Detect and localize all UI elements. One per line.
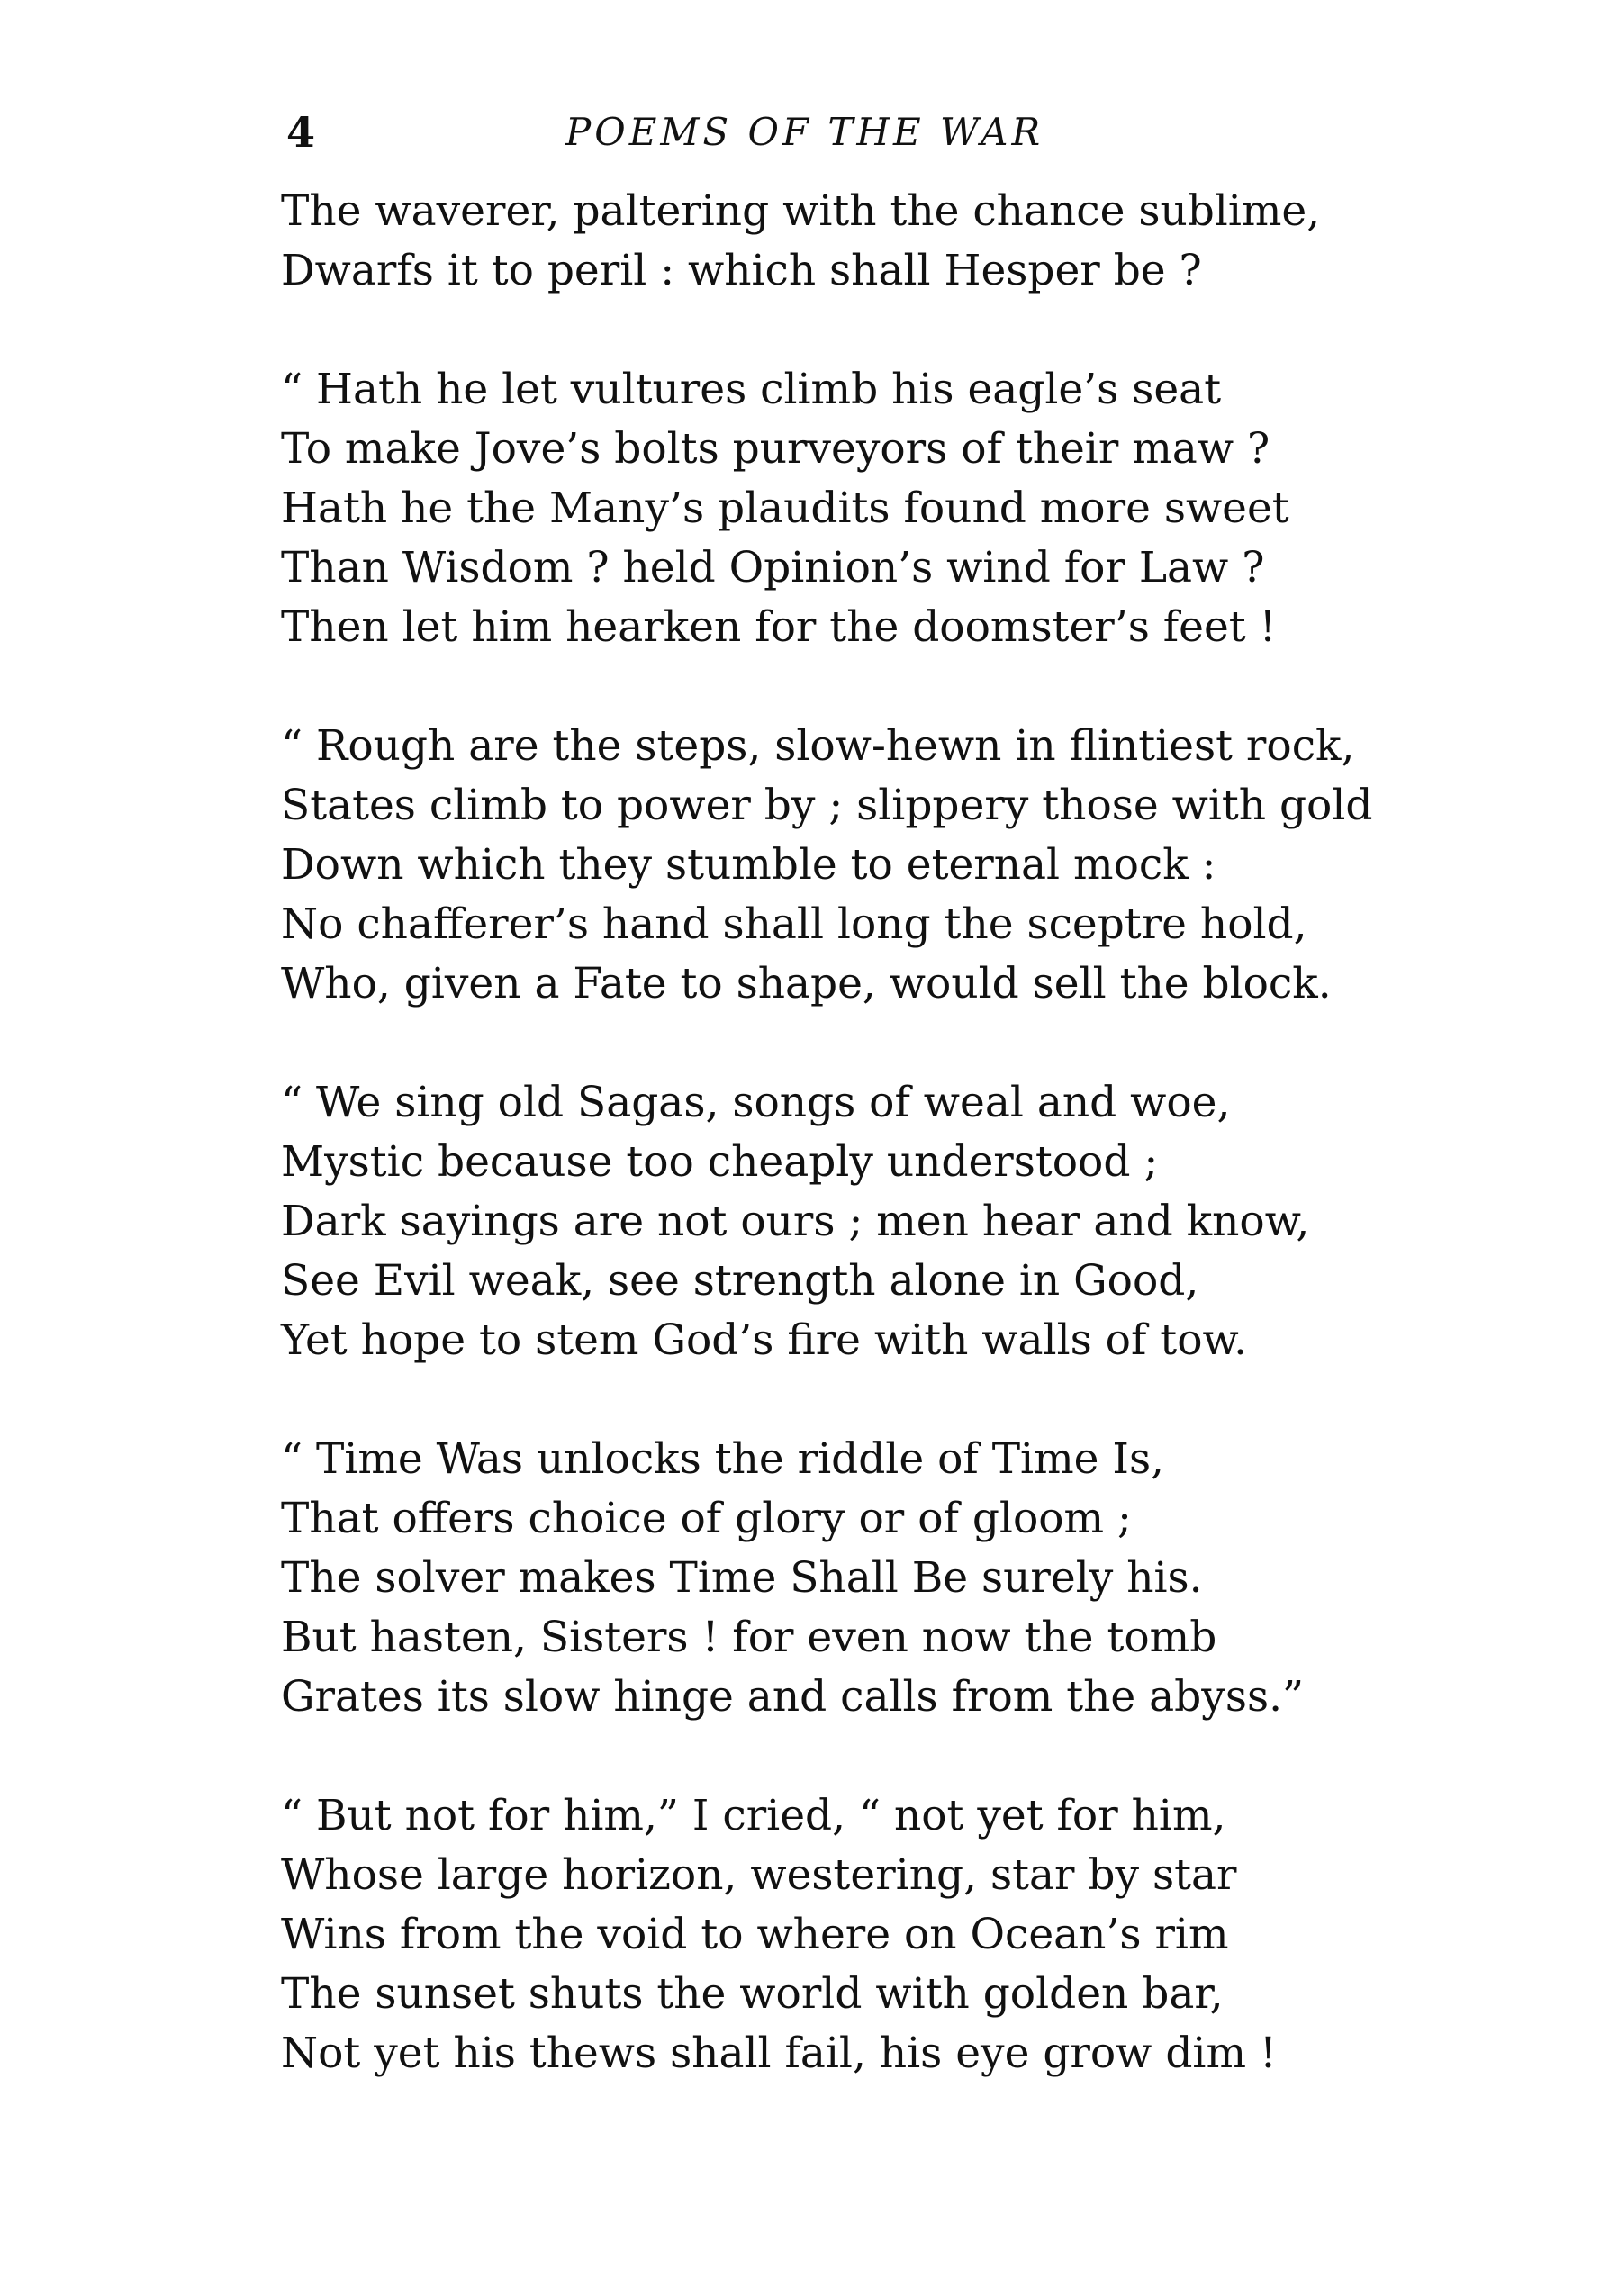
running-head: POEMS OF THE WAR [565, 110, 1044, 154]
verse-line: States climb to power by ; slippery those with gold [281, 781, 1373, 830]
verse-line: “ But not for him,” I cried, “ not yet for him, [281, 1791, 1226, 1840]
verse-line: “ Time Was unlocks the riddle of Time Is, [281, 1434, 1165, 1484]
verse-line: Than Wisdom ? held Opinion’s wind for Law ? [281, 543, 1265, 592]
verse-line: The sunset shuts the world with golden bar, [281, 1969, 1224, 2019]
stanza [281, 182, 1451, 301]
poem-body [281, 182, 1451, 2143]
verse-line: Wins from the void to where on Ocean’s rim [281, 1910, 1229, 1959]
verse-line: Whose large horizon, westering, star by star [281, 1850, 1237, 1900]
verse-line: The waverer, paltering with the chance sublime, [281, 186, 1321, 236]
verse-line: See Evil weak, see strength alone in Good, [281, 1256, 1199, 1306]
stanza [281, 1786, 1451, 2084]
verse-line: Dark sayings are not ours ; men hear and know, [281, 1197, 1310, 1246]
verse-line: But hasten, Sisters ! for even now the tomb [281, 1613, 1217, 1662]
verse-line: Yet hope to stem God’s fire with walls of tow. [281, 1315, 1248, 1365]
verse-line: That offers choice of glory or of gloom ; [281, 1494, 1132, 1543]
stanza [281, 360, 1451, 657]
verse-line: Grates its slow hinge and calls from the abyss.” [281, 1672, 1305, 1722]
page-number: 4 [286, 108, 316, 157]
verse-line: “ We sing old Sagas, songs of weal and woe, [281, 1078, 1231, 1127]
page-header [286, 101, 1367, 164]
stanza [281, 1430, 1451, 1727]
verse-line: Down which they stumble to eternal mock : [281, 840, 1216, 890]
verse-line: Who, given a Fate to shape, would sell the block. [281, 959, 1332, 1008]
stanza [281, 717, 1451, 1014]
verse-line: “ Rough are the steps, slow-hewn in flintiest rock, [281, 721, 1355, 771]
verse-line: “ Hath he let vultures climb his eagle’s seat [281, 365, 1222, 414]
verse-line: Mystic because too cheaply understood ; [281, 1137, 1159, 1187]
verse-line: Hath he the Many’s plaudits found more sweet [281, 484, 1289, 533]
verse-line: Not yet his thews shall fail, his eye grow dim ! [281, 2029, 1277, 2078]
verse-line: Dwarfs it to peril : which shall Hesper be ? [281, 246, 1202, 295]
stanza [281, 1073, 1451, 1370]
verse-line: To make Jove’s bolts purveyors of their maw ? [281, 424, 1270, 474]
verse-line: Then let him hearken for the doomster’s feet ! [281, 602, 1277, 652]
verse-line: The solver makes Time Shall Be surely his. [281, 1553, 1203, 1603]
verse-line: No chafferer’s hand shall long the sceptre hold, [281, 899, 1307, 949]
